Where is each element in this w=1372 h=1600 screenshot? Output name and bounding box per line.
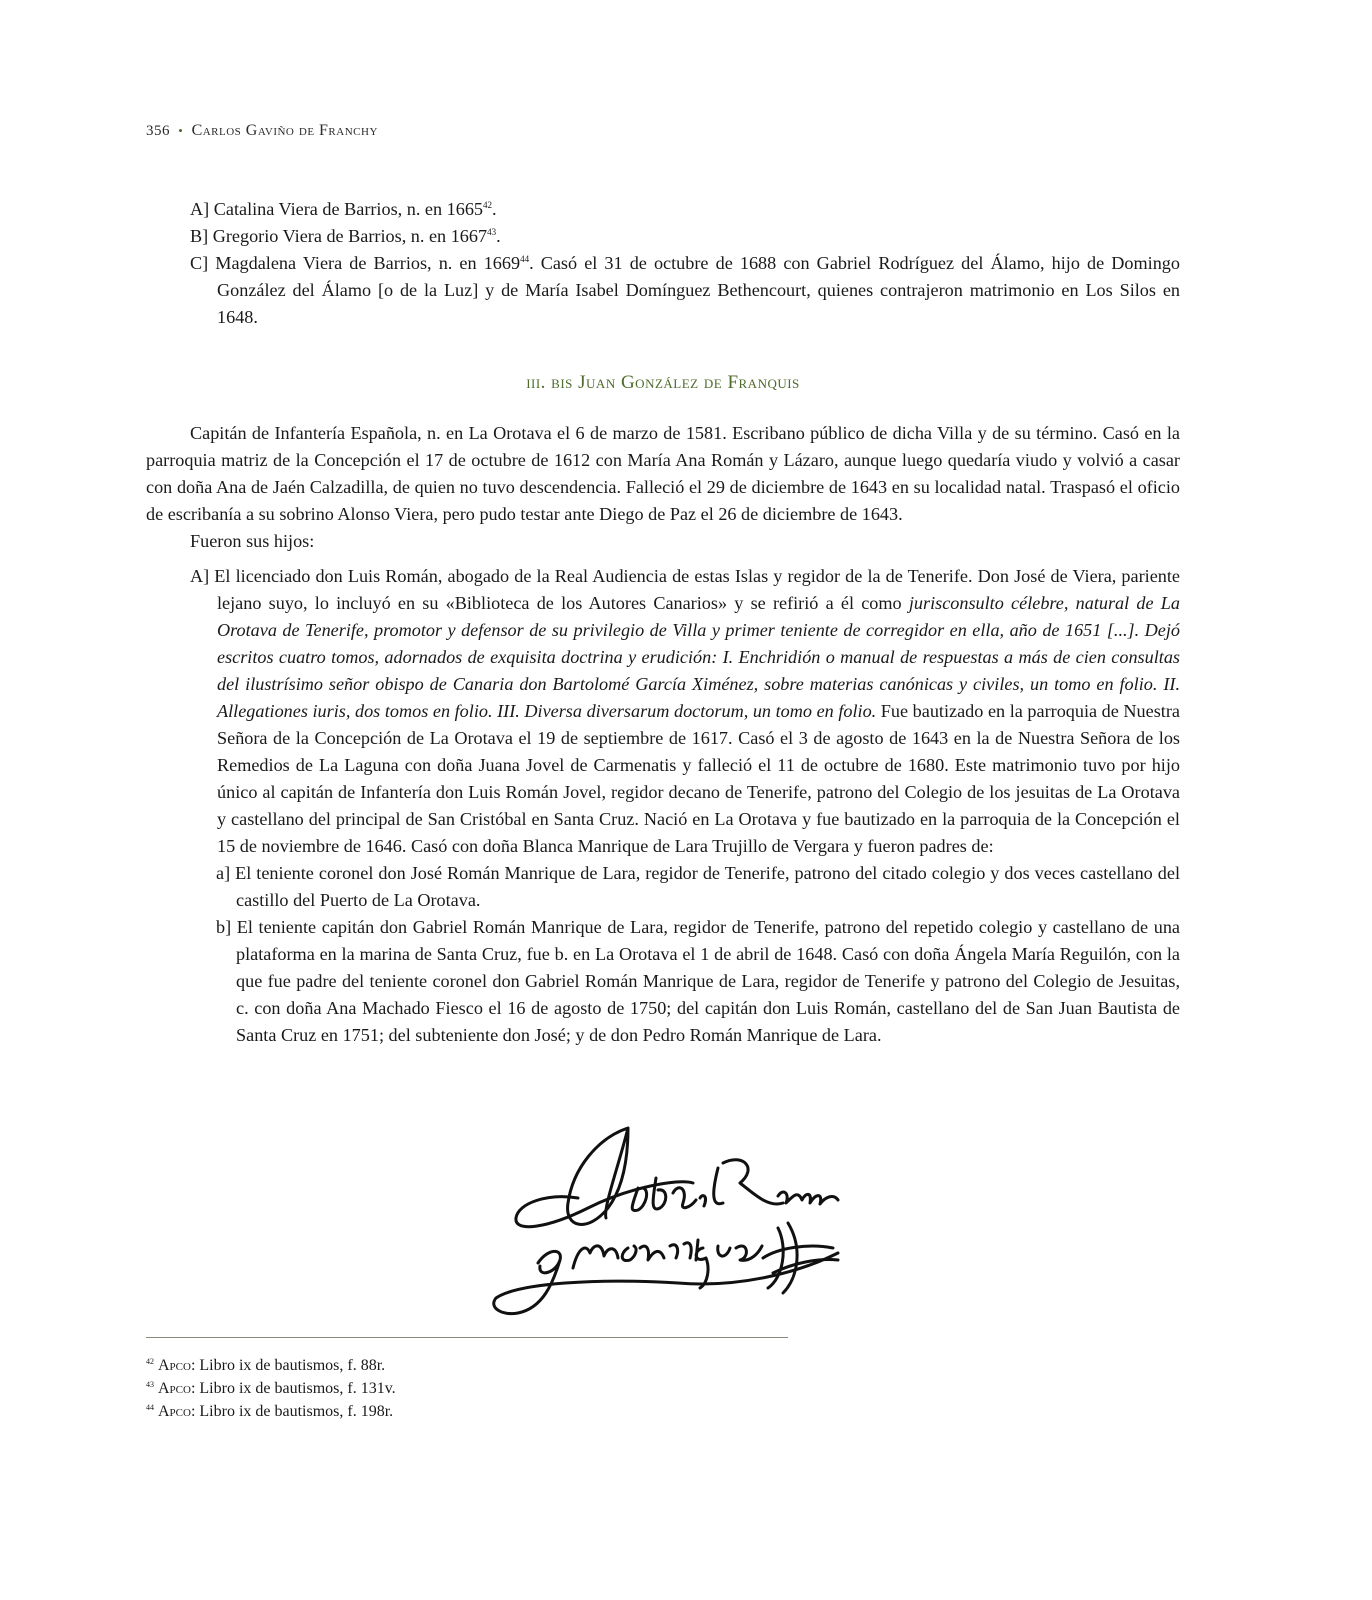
- sub-item-a: a] El teniente coronel don José Román Manrique de Lara, regidor de Tenerife, patrono del citado colegio y dos veces castellano del castillo del Puerto de La Orotava.: [216, 863, 1180, 910]
- entry-b-text: B] Gregorio Viera de Barrios, n. en 1667: [190, 226, 488, 246]
- section-heading: iii. bis Juan González de Franquis: [526, 372, 800, 393]
- bullet-icon: •: [178, 123, 184, 138]
- page-number: 356: [146, 123, 170, 139]
- footnote-number: 42: [146, 1357, 154, 1366]
- item-a-part2: Fue bautizado en la parroquia de Nuestra Señora de la Concepción de La Orotava el 19 de septiembre de 1617. Casó el 3 de agosto de 1643 en la de Nuestra Señora de los Remedios de La Laguna con doña Juana Jovel de Carmenatis y falleció el 11 de octubre de 1680. Este matrimonio tuvo por hijo único al capitán de Infantería don Luis Román Jovel, regidor decano de Tenerife, patrono del Colegio de los jesuitas de La Orotava y castellano del principal de San Cristóbal en Santa Cruz. Nació en La Orotava y fue bautizado en la parroquia de la Concepción el 15 de noviembre de 1646. Casó con doña Blanca Manrique de Lara Trujillo de Vergara y fueron padres de:: [217, 701, 1180, 856]
- footnote-43: [146, 1377, 396, 1400]
- footnote-abbr: Apco: [158, 1380, 191, 1397]
- footnotes: [146, 1354, 396, 1423]
- intro-paragraph: Capitán de Infantería Española, n. en La Orotava el 6 de marzo de 1581. Escribano público de dicha Villa y de su término. Casó en la parroquia matriz de la Concepción el 17 de octubre de 1612 con María Ana Román y Lázaro, aunque luego quedaría viudo y volvió a casar con doña Ana de Jaén Calzadilla, de quien no tuvo descendencia. Falleció el 29 de diciembre de 1643 en su localidad natal. Traspasó el oficio de escribanía a su sobrino Alonso Viera, pero pudo testar ante Diego de Paz el 26 de diciembre de 1643.: [146, 423, 1180, 524]
- body-text: [146, 196, 1180, 1049]
- children-intro: Fueron sus hijos:: [190, 531, 315, 551]
- entry-a-tail: .: [492, 199, 497, 219]
- entry-a-text: A] Catalina Viera de Barrios, n. en 1665: [190, 199, 484, 219]
- entry-c-text: C] Magdalena Viera de Barrios, n. en 1669: [190, 253, 521, 273]
- footnote-ref-44[interactable]: 44: [520, 254, 530, 264]
- author-name: Carlos Gaviño de Franchy: [191, 122, 378, 139]
- entry-c-tail: . Casó el 31 de octubre de 1688 con Gabriel Rodríguez del Álamo, hijo de Domingo González del Álamo [o de la Luz] y de María Isabel Domínguez Bethencourt, quienes contrajeron matrimonio en Los Silos en 1648.: [217, 253, 1180, 327]
- footnote-text: : Libro ix de bautismos, f. 131v.: [190, 1380, 396, 1397]
- footnote-abbr: Apco: [158, 1357, 191, 1374]
- footnote-number: 43: [146, 1380, 154, 1389]
- running-head: [146, 122, 378, 140]
- footnote-text: : Libro ix de bautismos, f. 198r.: [190, 1403, 394, 1420]
- footnote-ref-43[interactable]: 43: [487, 227, 497, 237]
- sub-item-b: b] El teniente capitán don Gabriel Román Manrique de Lara, regidor de Tenerife, patrono del repetido colegio y castellano de una plataforma en la marina de Santa Cruz, fue b. en La Orotava el 1 de abril de 1648. Casó con doña Ángela María Reguilón, con la que fue padre del teniente coronel don Gabriel Román Manrique de Lara, regidor de Tenerife y patrono del Colegio de Jesuitas, c. con doña Ana Machado Fiesco el 16 de agosto de 1750; del capitán don Luis Román, castellano del de San Juan Bautista de Santa Cruz en 1751; del subteniente don José; y de don Pedro Román Manrique de Lara.: [216, 917, 1180, 1045]
- item-a: [146, 563, 1180, 860]
- signature-image: [478, 1108, 862, 1323]
- footnote-abbr: Apco: [158, 1403, 191, 1420]
- footnote-ref-42[interactable]: 42: [483, 200, 493, 210]
- item-a-part1: A] El licenciado don Luis Román, abogado de la Real Audiencia de estas Islas y regidor de la de Tenerife. Don José de Viera, pariente lejano suyo, lo incluyó en su «Biblioteca de los Autores Canarios» y se refirió a él como: [190, 566, 1180, 613]
- footnote-42: [146, 1354, 396, 1377]
- footnote-44: [146, 1400, 396, 1423]
- item-a-quote: jurisconsulto célebre, natural de La Orotava de Tenerife, promotor y defensor de su privilegio de Villa y primer teniente de corregidor en ella, año de 1651 [...]. Dejó escritos cuatro tomos, adornados de exquisita doctrina y erudición: I. Enchridión o manual de respuestas a más de cien consultas del ilustrísimo señor obispo de Canaria don Bartolomé García Ximénez, sobre materias canónicas y civiles, un tomo en folio. II. Allegationes iuris, dos tomos en folio. III. Diversa diversarum doctorum, un tomo en folio.: [217, 593, 1180, 721]
- footnote-divider: [146, 1337, 788, 1338]
- footnote-text: : Libro ix de bautismos, f. 88r.: [190, 1357, 386, 1374]
- entry-a: [146, 196, 1180, 223]
- entry-c: [146, 250, 1180, 331]
- entry-b: [146, 223, 1180, 250]
- entry-b-tail: .: [496, 226, 501, 246]
- footnote-number: 44: [146, 1403, 154, 1412]
